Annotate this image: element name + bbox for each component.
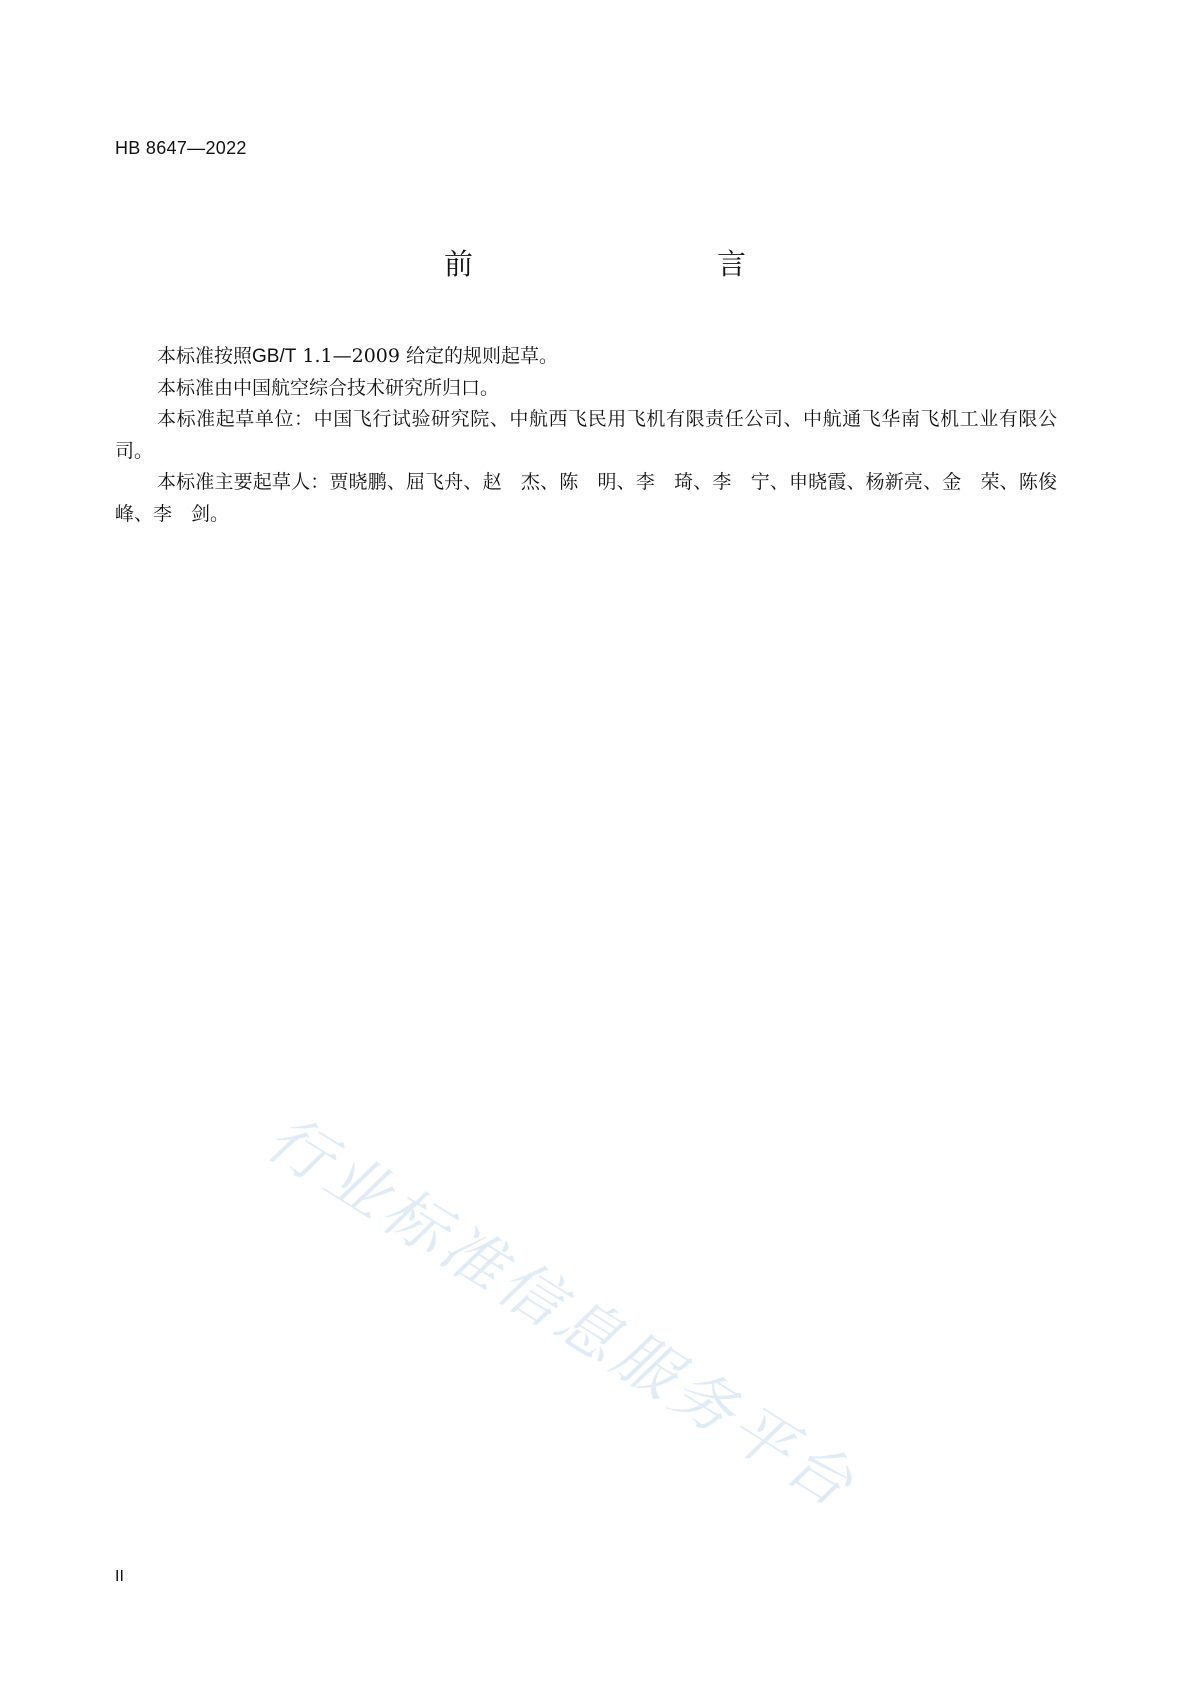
page-title: 前 言 [443, 247, 808, 281]
paragraph-drafters: 本标准主要起草人：贾晓鹏、屈飞舟、赵 杰、陈 明、李 琦、李 宁、申晓霞、杨新亮、金 荣、陈俊峰、李 剑。 [115, 471, 1057, 525]
paragraph-drafting-units: 本标准起草单位：中国飞行试验研究院、中航西飞民用飞机有限责任公司、中航通飞华南飞机工业有限公司。 [115, 408, 1057, 462]
foreword-body [115, 341, 1057, 530]
watermark: 行业标准信息服务平台 [254, 1101, 870, 1524]
paragraph-centralized-unit: 本标准由中国航空综合技术研究所归口。 [157, 376, 500, 399]
page-number: II [115, 1568, 124, 1585]
standard-code-header: HB 8647—2022 [115, 138, 247, 158]
paragraph-drafting-rules-prefix: 本标准按照 [157, 345, 253, 367]
paragraph-drafting-rules-code: GB/T [252, 346, 297, 367]
paragraph-drafting-rules [115, 341, 1057, 373]
paragraph-drafting-rules-suffix: 1.1—2009 给定的规则起草。 [296, 345, 559, 367]
